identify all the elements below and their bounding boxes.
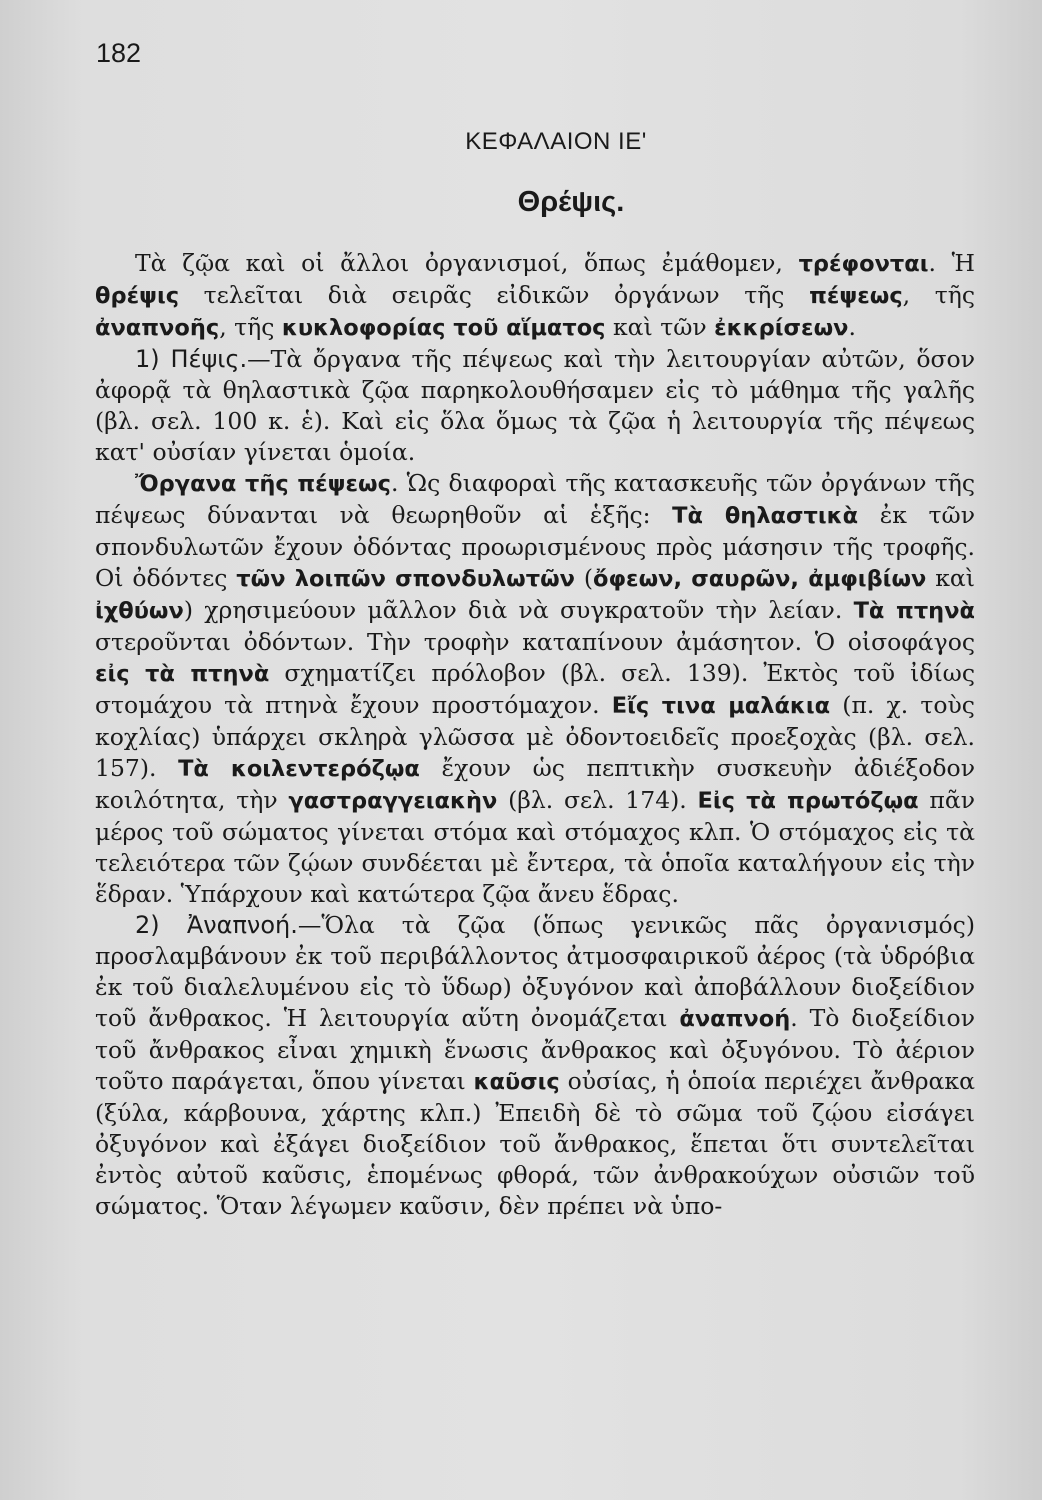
text-run: . Τὸ διοξείδιον τοῦ ἄνθρακος εἶναι χημικὴ ἕνωσις ἄνθρακος καὶ ὀξυγόνου. Τὸ ἀέριον τοῦτο παράγεται, ὅπου γίνεται [95,1004,975,1095]
text-run: ( [574,564,593,592]
text-run: (βλ. σελ. 174). [497,786,698,814]
text-run: τελεῖται διὰ σειρᾶς εἰδικῶν ὀργάνων τῆς [179,281,810,309]
text-run: Τὰ ζῷα καὶ οἱ ἄλλοι ὀργανισμοί, ὅπως ἐμάθομεν, [135,249,799,277]
bold-term: ἀναπνοή [679,1006,791,1032]
bold-term: Τὰ πτηνὰ [853,598,975,624]
body-text [95,248,975,1222]
text-run: ἐκ τῶν σπονδυλωτῶν ἔχουν ὀδόντας προωρισμένους πρὸς μάσησιν τῆς τροφῆς. Οἱ ὀδόντες [95,501,976,592]
bold-term: καῦσις [473,1069,560,1095]
text-run: στεροῦνται ὀδόντων. Τὴν τροφὴν καταπίνουν ἀμάσητον. Ὁ οἰσοφάγος [95,628,975,656]
bold-term: ὄφεων, σαυρῶν, ἀμφιβίων [593,566,927,592]
text-run: —Ὅλα τὰ ζῷα (ὅπως γενικῶς πᾶς ὀργανισμός) προσλαμβάνουν ἐκ τοῦ περιβάλλοντος ἀτμοσφαιρικοῦ ἀέρος (τὰ ὑδρόβια ἐκ τοῦ διαλελυμένου εἰς τὸ ὕδωρ) ὀξυγόνον καὶ ἀποβάλλουν διοξείδιον τοῦ ἄνθρακος. Ἡ λειτουργία αὕτη ὀνομάζεται [95,911,975,1032]
bold-term: ἰχθύων [95,598,184,624]
paragraph-respiration [95,910,975,1222]
bold-term: τῶν λοιπῶν σπονδυλωτῶν [236,566,575,592]
text-run: . Ὡς διαφοραὶ τῆς κατασκευῆς τῶν ὀργάνων τῆς πέψεως δύνανται νὰ θεωρηθοῦν αἱ ἑξῆς: [95,469,975,529]
bold-term: εἰς τὰ πτηνὰ [95,661,270,687]
text-run: σχηματίζει πρόλοβον (βλ. σελ. 139). Ἐκτὸς τοῦ ἰδίως στομάχου τὰ πτηνὰ ἔχουν προστόμαχον. [95,659,975,719]
paragraph-digestion [95,344,975,468]
text-run: καὶ [926,564,975,592]
text-run: . [848,313,856,341]
page-number: 182 [96,38,142,68]
paragraph-digestive-organs [95,468,975,910]
bold-term: πέψεως [809,283,903,309]
text-run: , τῆς [902,281,975,309]
text-run: ) χρησιμεύουν μᾶλλον διὰ νὰ συγκρατοῦν τὴν λείαν. [183,596,854,624]
section-title: Θρέψις. [517,186,625,218]
paragraph-intro [95,248,975,344]
bold-term: κυκλοφορίας τοῦ αἵματος [281,315,606,341]
text-run: . Ἡ [928,249,975,277]
bold-term: θρέψις [95,283,180,309]
text-run: πᾶν μέρος τοῦ σώματος γίνεται στόμα καὶ στόμαχος κλπ. Ὁ στόμαχος εἰς τὰ τελειότερα τῶν ζῴων συνδέεται μὲ ἔντερα, τὰ ὁποῖα καταλήγουν εἰς τὴν ἕδραν. Ὑπάρχουν καὶ κατώτερα ζῷα ἄνευ ἕδρας. [95,786,975,908]
bold-term: Τὰ θηλαστικὰ [672,503,859,529]
text-run: —Τὰ ὄργανα τῆς πέψεως καὶ τὴν λειτουργίαν αὐτῶν, ὅσον ἀφορᾷ τὰ θηλαστικὰ ζῷα παρηκολουθήσαμεν εἰς τὸ μάθημα τῆς γαλῆς (βλ. σελ. 100 κ. ἑ). Καὶ εἰς ὅλα ὅμως τὰ ζῷα ἡ λειτουργία τῆς πέψεως κατ' οὐσίαν γίνεται ὁμοία. [95,345,975,466]
text-run: (π. χ. τοὺς κοχλίας) ὑπάρχει σκληρὰ γλῶσσα μὲ ὀδοντοειδεῖς προεξοχὰς (βλ. σελ. 157). [95,691,975,782]
text-run: οὐσίας, ἡ ὁποία περιέχει ἄνθρακα (ξύλα, κάρβουνα, χάρτης κλπ.) Ἐπειδὴ δὲ τὸ σῶμα τοῦ ζῴου εἰσάγει ὀξυγόνον καὶ ἐξάγει διοξείδιον τοῦ ἄνθρακος, ἕπεται ὅτι συντελεῖται ἐντὸς αὐτοῦ καῦσις, ἑπομένως φθορά, τῶν ἀνθρακούχων οὐσιῶν τοῦ σώματος. Ὅταν λέγωμεν καῦσιν, δὲν πρέπει νὰ ὑπο- [95,1067,975,1220]
subsection-heading: 2) Ἀναπνοή. [135,911,298,939]
bold-term: Τὰ κοιλεντερόζῳα [178,756,420,782]
bold-term: Εἴς τινα μαλάκια [611,693,831,719]
text-run: , τῆς [219,313,282,341]
bold-term: γαστραγγειακὴν [288,788,498,814]
chapter-heading: ΚΕΦΑΛΑΙΟΝ ΙΕ' [465,128,647,155]
bold-term: Εἰς τὰ πρωτόζῳα [697,788,919,814]
text-run: ἔχουν ὡς πεπτικὴν συσκευὴν ἀδιέξοδον κοιλότητα, τὴν [95,754,975,814]
subsection-heading: 1) Πέψις. [135,345,248,373]
bold-term: ἐκκρίσεων [714,315,849,341]
text-run: καὶ τῶν [605,313,715,341]
bold-term: τρέφονται [798,251,929,277]
bold-term: Ὄργανα τῆς πέψεως [135,471,391,497]
bold-term: ἀναπνοῆς [95,315,220,341]
